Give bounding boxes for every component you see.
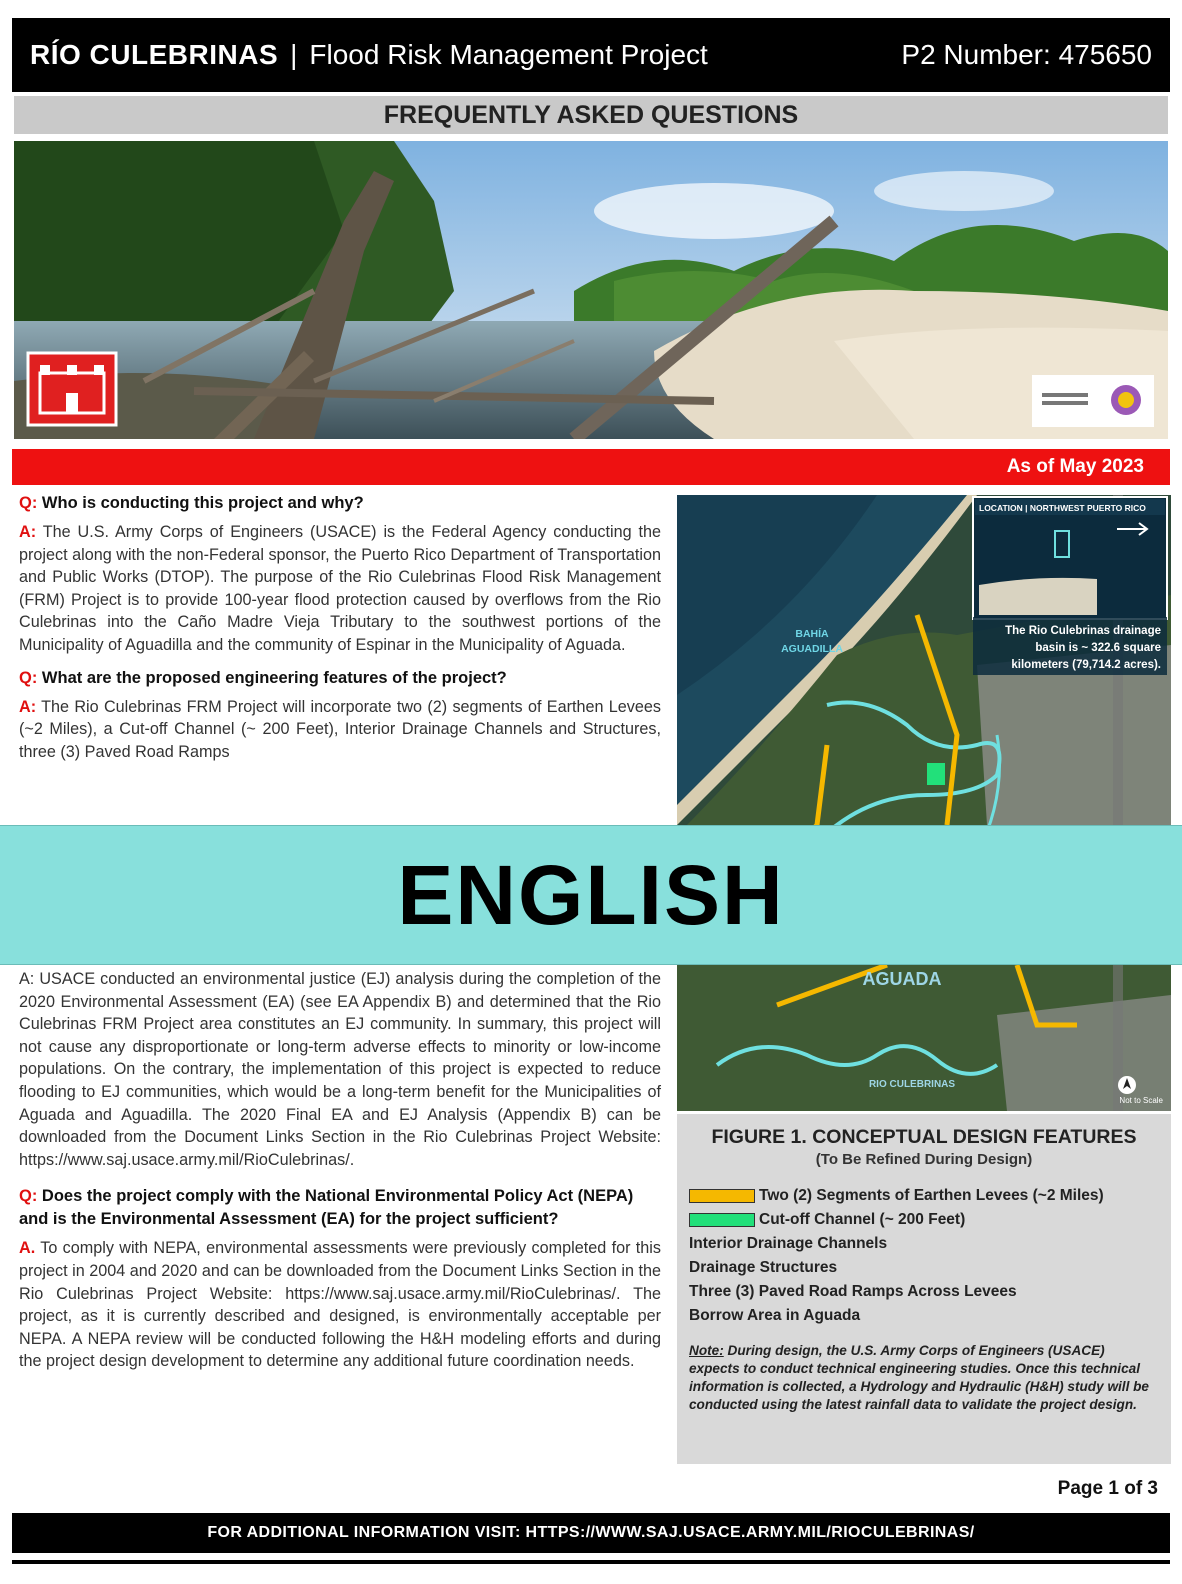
legend-item: [689, 1184, 1159, 1208]
river-label: RIO CULEBRINAS: [868, 1079, 956, 1090]
ej-answer-text: A: USACE conducted an environmental justice (EJ) analysis during the completion of the 2020 Environmental Assessment (EA) (see EA Appendix B) and determined that the Rio Culebrinas FRM Project area constitutes an EJ community. In summary, this project will not cause any disproportionate or long-term adverse effects to minority or low-income populations. On the contrary, the implementation of this project is expected to reduce flooding to EJ communities, which would be a long-term benefit for the Municipalities of Aguada and Aguadilla. The 2020 Final EA and EJ Analysis (Appendix B) can be downloaded from the Document Links Section in the Rio Culebrinas Project Website: https://www.saj.usace.army.mil/RioCulebrinas/.: [19, 970, 661, 1169]
answer-body: The U.S. Army Corps of Engineers (USACE) is the Federal Agency conducting the project along with the non-Federal sponsor, the Puerto Rico Department of Transportation and Public Works (DTOP). The purpose of the Rio Culebrinas Flood Risk Management (FRM) Project is to provide 100-year flood protection caused by overflows from the Rio Culebrinas into the Caño Madre Vieja Tributary to the southwest portions of the Municipality of Aguadilla and the community of Espinar in the Municipality of Aguada.: [19, 523, 661, 654]
as-of-date: As of May 2023: [12, 449, 1170, 485]
project-subtitle: Flood Risk Management Project: [309, 39, 708, 70]
figure-subtitle: (To Be Refined During Design): [815, 1151, 1033, 1168]
legend-label: Two (2) Segments of Earthen Levees (~2 Miles): [759, 1187, 1104, 1204]
legend-label: Cut-off Channel (~ 200 Feet): [759, 1211, 966, 1228]
qa-block: [19, 968, 661, 1171]
question-body: Who is conducting this project and why?: [37, 494, 364, 512]
bay-label: AGUADILLA: [781, 643, 843, 655]
note-label: Note:: [689, 1343, 724, 1358]
answer-body: The Rio Culebrinas FRM Project will incorporate two (2) segments of Earthen Levees (~2 Miles), a Cut-off Channel (~ 200 Feet), Interior Drainage Channels and Structures, three (3) Paved Road Ramps: [19, 697, 661, 761]
faq-upper-column: [19, 492, 661, 773]
question-body: Does the project comply with the National Environmental Policy Act (NEPA) and is the Environmental Assessment (EA) for the project sufficient?: [19, 1187, 634, 1229]
location-inset: [973, 497, 1167, 619]
scale-note: Not to Scale: [1119, 1096, 1163, 1105]
legend-item: Three (3) Paved Road Ramps Across Levees: [689, 1283, 1017, 1300]
header-bar: [12, 18, 1170, 92]
question-text: [19, 492, 661, 515]
question-text: [19, 667, 661, 690]
answer-text: [19, 696, 661, 764]
question-marker: Q:: [19, 494, 38, 512]
answer-text: [19, 521, 661, 657]
north-arrow-icon: [1118, 1076, 1136, 1094]
design-note: [689, 1342, 1159, 1414]
question-body: What are the proposed engineering features of the project?: [37, 668, 507, 687]
channel-swatch: [689, 1213, 755, 1227]
drainage-info-line: The Rio Culebrinas drainage: [1005, 625, 1161, 637]
legend-item: [689, 1208, 1159, 1232]
dtop-logo-icon: [1032, 375, 1154, 427]
project-map: [677, 495, 1171, 1111]
legend-list: [689, 1184, 1159, 1328]
drainage-info-line: basin is ~ 322.6 square: [1035, 642, 1161, 654]
figure-legend-panel: [677, 1114, 1171, 1464]
legend-item: Borrow Area in Aguada: [689, 1307, 861, 1324]
qa-block: [19, 1185, 661, 1373]
page-number: Page 1 of 3: [1057, 1478, 1158, 1499]
question-marker: Q:: [19, 1187, 38, 1206]
project-name: RÍO CULEBRINAS: [30, 39, 279, 70]
language-banner[interactable]: ENGLISH: [0, 825, 1182, 965]
faq-lower-column: [19, 962, 661, 1383]
qa-block: [19, 492, 661, 657]
question-text: [19, 1185, 661, 1231]
header-separator: |: [290, 39, 298, 70]
bay-label: BAHÍA: [795, 628, 829, 640]
answer-body: To comply with NEPA, environmental assessments were previously completed for this project in 2004 and 2020 and can be downloaded from the Document Links Section in the Rio Culebrinas Project Website: https://www.saj.usace.army.mil/RioCulebrinas/. The project, as it is currently described and designed, is environmentally acceptable per NEPA. A NEPA review will be conducted following the H&H modeling efforts and during the project design development to determine any additional future coordination needs.: [19, 1239, 661, 1371]
inset-title: LOCATION | NORTHWEST PUERTO RICO: [979, 503, 1146, 513]
footer-link[interactable]: FOR ADDITIONAL INFORMATION VISIT: HTTPS://WWW.SAJ.USACE.ARMY.MIL/RIOCULEBRINAS/: [12, 1513, 1170, 1553]
figure-title: FIGURE 1. CONCEPTUAL DESIGN FEATURES: [711, 1126, 1137, 1148]
answer-marker: A.: [19, 1239, 36, 1258]
faq-title: FREQUENTLY ASKED QUESTIONS: [14, 96, 1168, 134]
town-label: AGUADA: [862, 969, 942, 989]
note-text: During design, the U.S. Army Corps of Engineers (USACE) expects to conduct technical engineering studies. Once this technical information is collected, a Hydrology and Hydraulic (H&H) study will be conducted using the latest rainfall data to validate the project design.: [689, 1343, 1149, 1412]
legend-item: Drainage Structures: [689, 1259, 838, 1276]
p2-number: P2 Number: 475650: [901, 39, 1152, 70]
levee-swatch: [689, 1189, 755, 1203]
legend-item: Interior Drainage Channels: [689, 1235, 888, 1252]
qa-block: [19, 667, 661, 764]
answer-text: [19, 1237, 661, 1373]
question-marker: Q:: [19, 668, 38, 687]
answer-marker: A:: [19, 523, 37, 541]
hero-photo: [14, 141, 1168, 439]
drainage-info-line: kilometers (79,714.2 acres).: [1011, 659, 1161, 671]
usace-castle-icon: [28, 353, 116, 425]
answer-marker: A:: [19, 697, 37, 716]
footer-divider: [12, 1560, 1170, 1564]
